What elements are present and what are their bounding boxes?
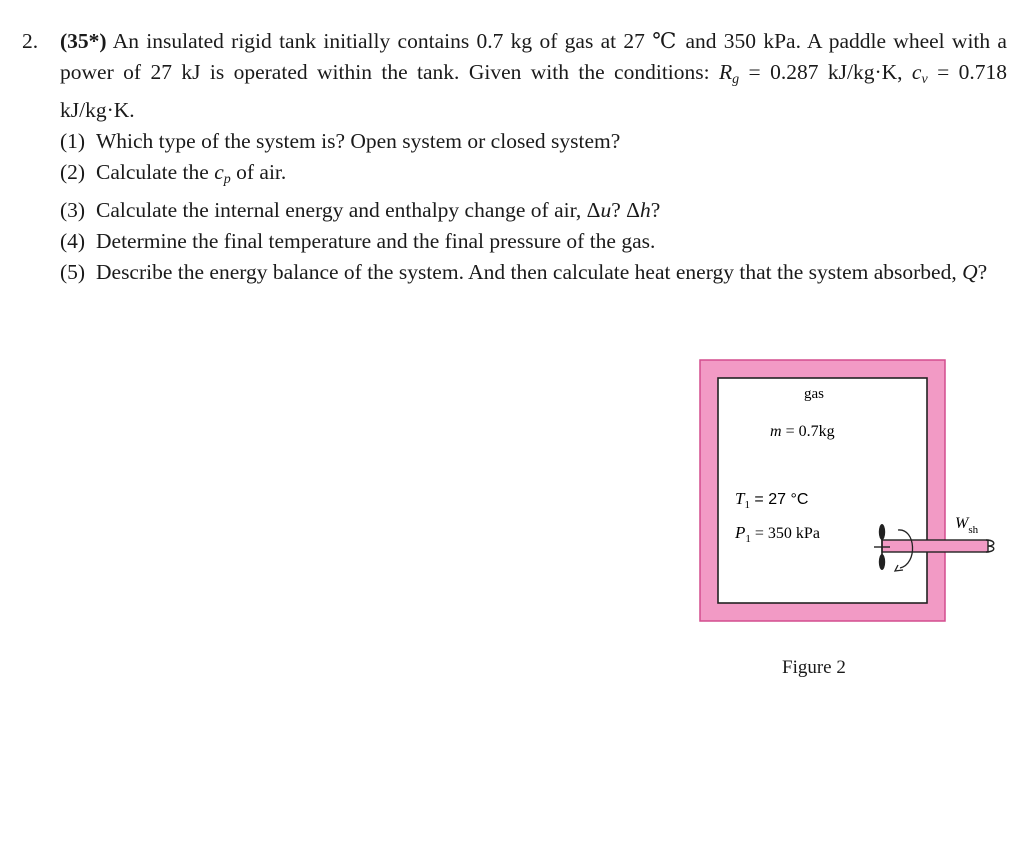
- cv-value: = 0.718 kJ/kg·K.: [60, 60, 1007, 122]
- part-number: (5): [60, 260, 86, 284]
- part-1: [60, 126, 1007, 157]
- q-symbol: Q: [962, 260, 978, 284]
- tank-diagram: [690, 352, 1020, 652]
- figure-caption: Figure 2: [782, 657, 846, 678]
- p-symbol: P: [735, 523, 746, 542]
- part-text: Which type of the system is? Open system or closed system?: [96, 129, 621, 153]
- part-number: (4): [60, 229, 86, 253]
- t-symbol: T: [735, 489, 745, 508]
- paddle-blade-bottom: [879, 554, 885, 570]
- figure-2: [690, 352, 1020, 692]
- p-value: = 350 kPa: [750, 525, 820, 542]
- shaft-work-label: [955, 515, 979, 536]
- mass-label: [770, 423, 835, 440]
- mass-symbol: m: [770, 423, 782, 440]
- t-value: = 27 °C: [749, 491, 809, 508]
- h-symbol: h: [639, 198, 651, 222]
- part-3: [60, 195, 1007, 226]
- cv-subscript: v: [921, 72, 928, 87]
- shaft: [882, 540, 988, 552]
- rg-value: = 0.287 kJ/kg·K,: [739, 60, 912, 84]
- part-text-mid: ? Δ: [611, 198, 640, 222]
- part-text-b: of air.: [230, 160, 287, 184]
- cv-symbol: c: [911, 60, 922, 84]
- question-number: 2.: [22, 29, 39, 53]
- paddle-blade-top: [879, 524, 885, 540]
- u-symbol: u: [600, 198, 612, 222]
- w-subscript: sh: [968, 524, 979, 536]
- part-2: [60, 157, 1007, 195]
- part-number: (2): [60, 160, 86, 184]
- part-number: (1): [60, 129, 86, 153]
- w-symbol: W: [955, 515, 969, 532]
- part-text: [96, 157, 1007, 195]
- part-4: [60, 226, 1007, 257]
- part-5: [60, 257, 1007, 288]
- mass-value: = 0.7kg: [781, 423, 835, 440]
- rg-subscript: g: [732, 72, 740, 87]
- part-number: (3): [60, 198, 86, 222]
- part-text: [96, 195, 1007, 226]
- problem-2: [22, 26, 1007, 288]
- question-points: (35*): [60, 29, 107, 53]
- question-parts: [22, 126, 1007, 288]
- part-text: Determine the final temperature and the final pressure of the gas.: [96, 229, 656, 253]
- part-text: [96, 257, 1007, 288]
- gas-label: gas: [804, 386, 824, 402]
- cp-symbol: c: [214, 160, 224, 184]
- part-text-a: Calculate the: [96, 160, 215, 184]
- intro-text: An insulated rigid tank initially contains 0.7 kg of gas at 27 ℃ and 350 kPa. A paddle wheel with a power of 27 kJ is operated within the tank. Given with the conditions:: [60, 29, 1007, 84]
- part-text-end: ?: [977, 260, 988, 284]
- p-subscript: 1: [745, 533, 751, 545]
- problem-statement: [22, 26, 1007, 126]
- part-text-end: ?: [650, 198, 661, 222]
- part-text-a: Calculate the internal energy and enthalpy change of air, Δ: [96, 198, 601, 222]
- part-text-a: Describe the energy balance of the system. And then calculate heat energy that the system absorbed,: [96, 260, 963, 284]
- rg-symbol: R: [719, 60, 733, 84]
- cp-subscript: p: [223, 172, 231, 187]
- t-subscript: 1: [744, 499, 750, 511]
